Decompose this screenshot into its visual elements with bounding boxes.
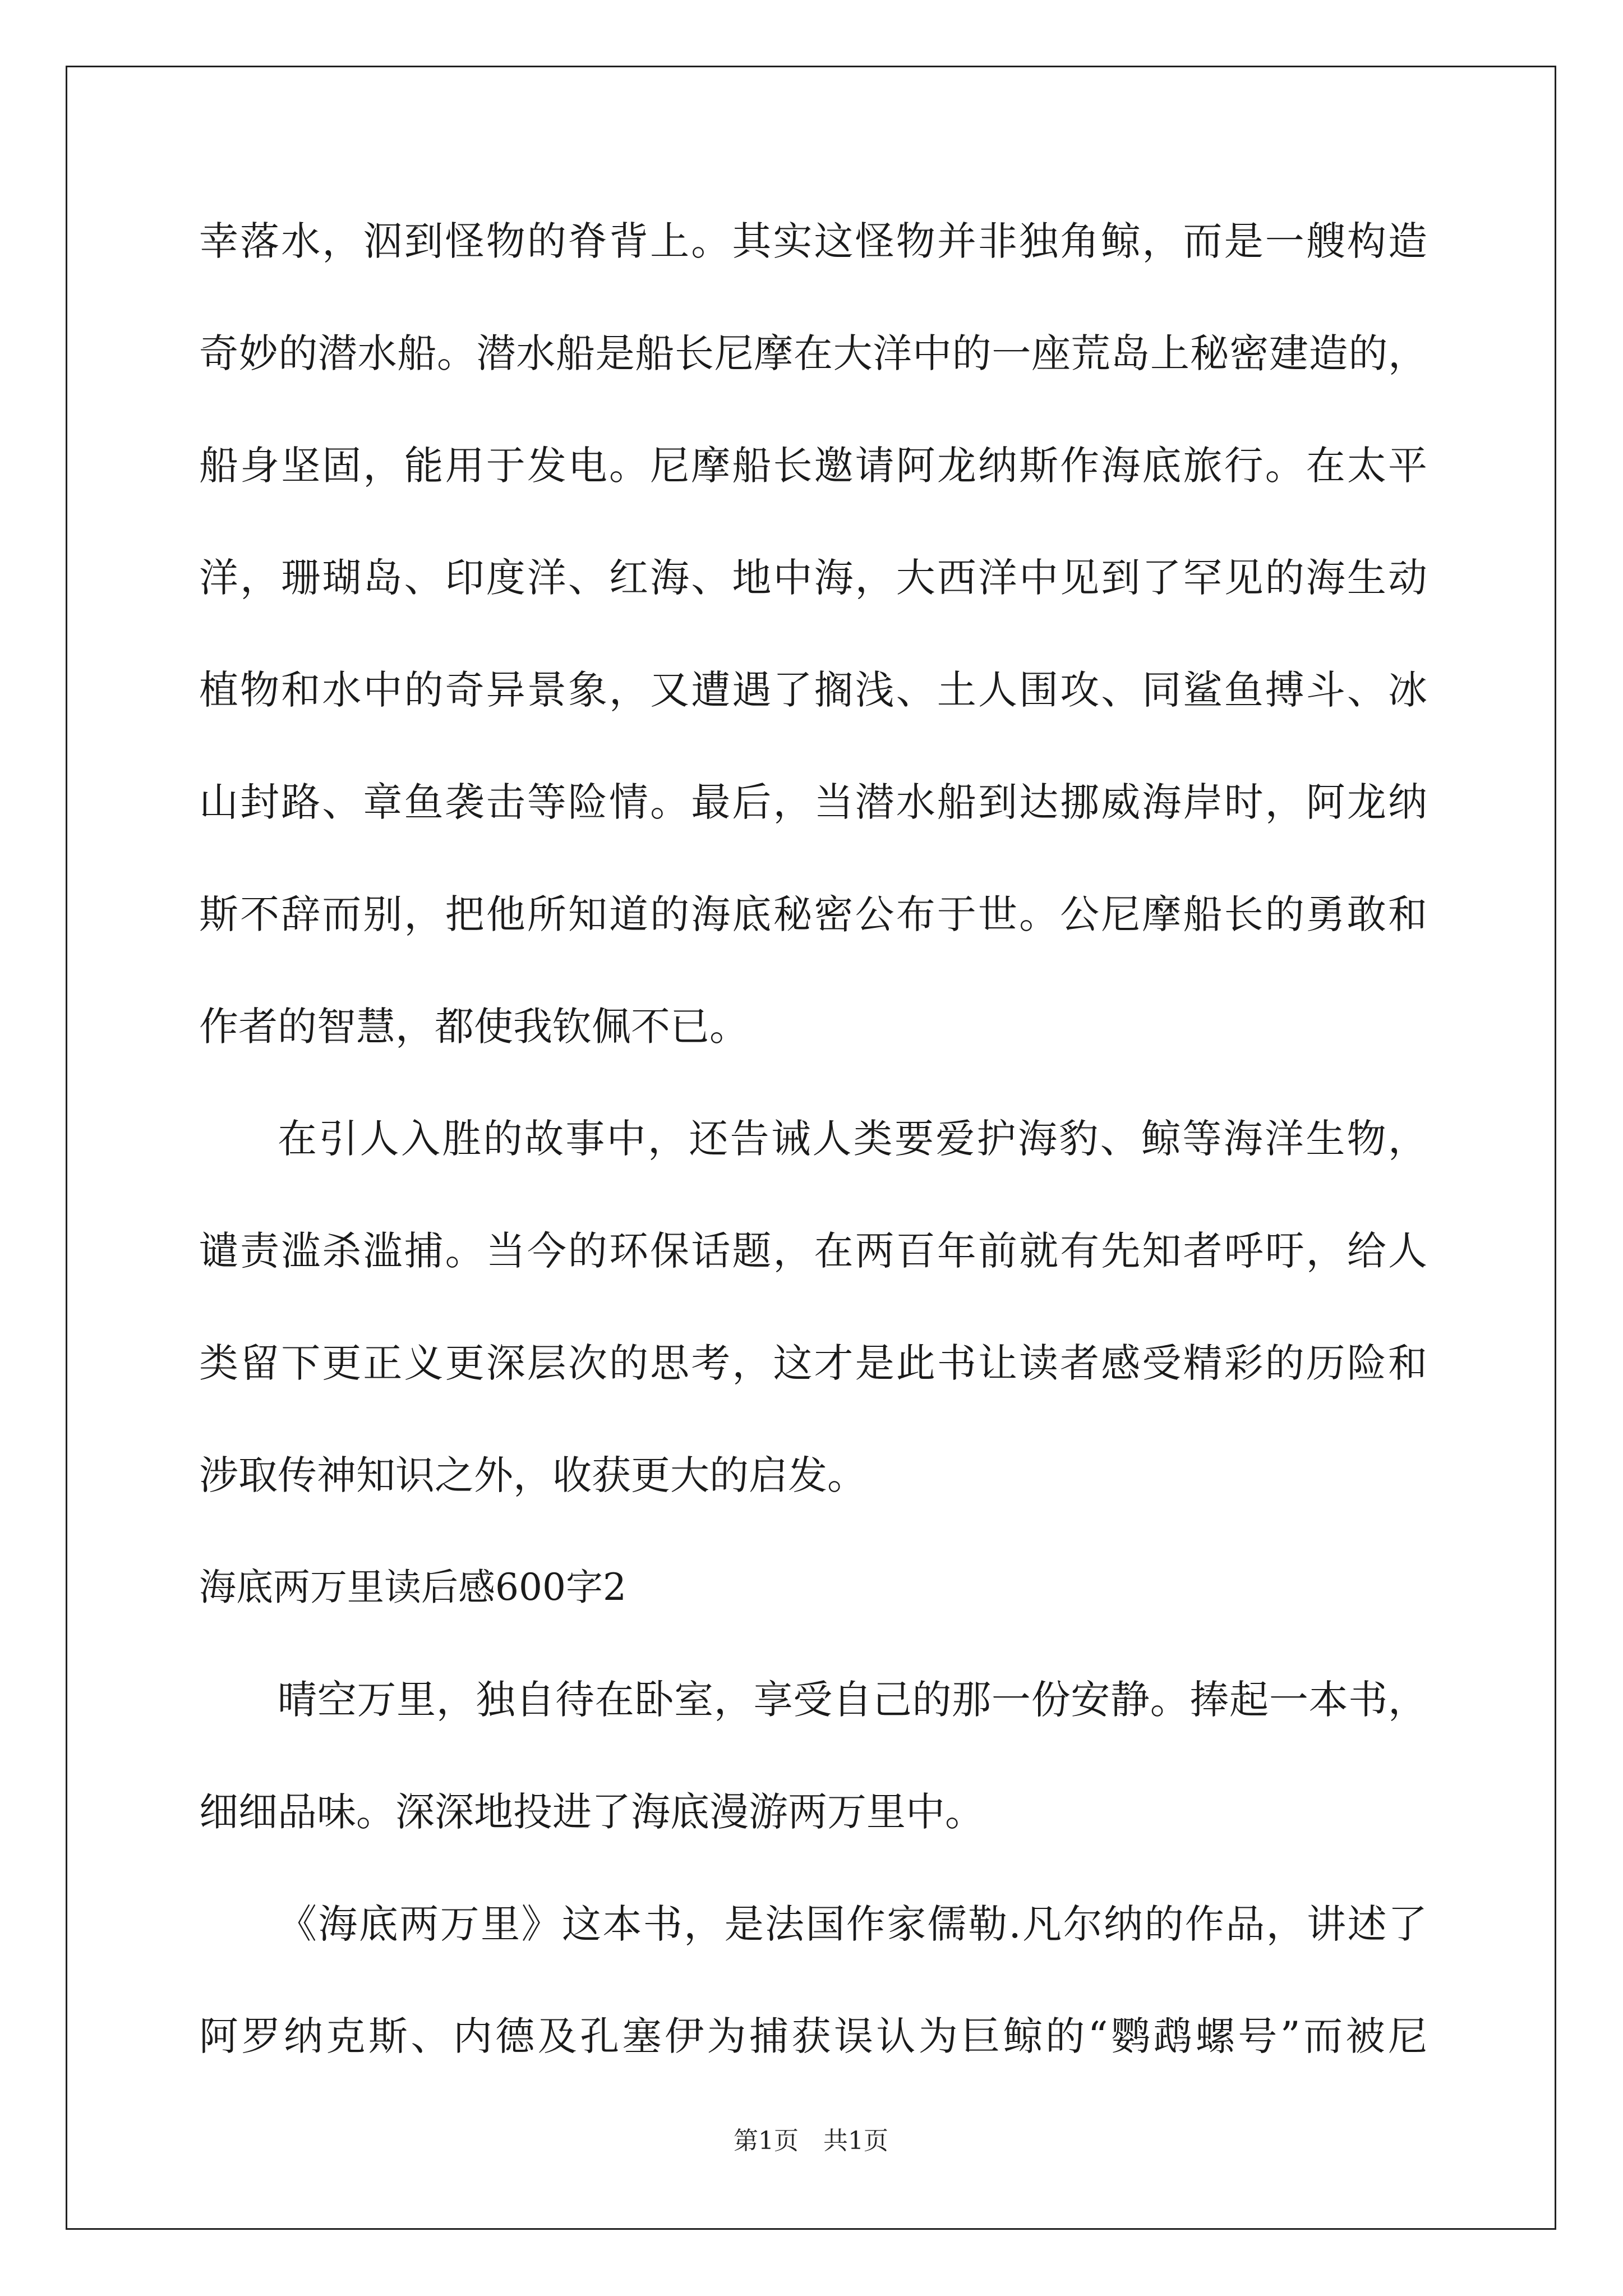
text-line: 山封路、章鱼袭击等险情。最后，当潜水船到达挪威海岸时，阿龙纳 xyxy=(199,779,1427,825)
text-line: 幸落水，泅到怪物的脊背上。其实这怪物并非独角鲸，而是一艘构造 xyxy=(199,218,1427,264)
text-line: 谴责滥杀滥捕。当今的环保话题，在两百年前就有先知者呼吁，给人 xyxy=(199,1228,1427,1274)
text-line: 斯不辞而别，把他所知道的海底秘密公布于世。公尼摩船长的勇敢和 xyxy=(199,891,1427,937)
text-line: 船身坚固，能用于发电。尼摩船长邀请阿龙纳斯作海底旅行。在太平 xyxy=(199,443,1427,489)
text-line: 《海底两万里》这本书，是法国作家儒勒.凡尔纳的作品，讲述了 xyxy=(278,1901,1427,1947)
page-number-footer: 第1页 共1页 xyxy=(734,2127,888,2155)
text-line: 在引人入胜的故事中，还告诫人类要爱护海豹、鲸等海洋生物， xyxy=(278,1116,1427,1162)
text-line: 阿罗纳克斯、内德及孔塞伊为捕获误认为巨鲸的“鹦鹉螺号”而被尼 xyxy=(199,2013,1427,2059)
text-line: 植物和水中的奇异景象，又遭遇了搁浅、土人围攻、同鲨鱼搏斗、冰 xyxy=(199,667,1427,713)
text-line: 涉取传神知识之外，收获更大的启发。 xyxy=(199,1452,866,1498)
text-line: 类留下更正义更深层次的思考，这才是此书让读者感受精彩的历险和 xyxy=(199,1340,1427,1386)
section-heading: 海底两万里读后感600字2 xyxy=(199,1566,626,1609)
document-body xyxy=(199,213,1427,2120)
text-line: 晴空万里，独自待在卧室，享受自己的那一份安静。捧起一本书， xyxy=(278,1677,1427,1723)
text-line: 洋，珊瑚岛、印度洋、红海、地中海，大西洋中见到了罕见的海生动 xyxy=(199,555,1427,601)
text-line: 作者的智慧，都使我钦佩不已。 xyxy=(199,1004,749,1050)
text-line: 细细品味。深深地投进了海底漫游两万里中。 xyxy=(199,1789,984,1835)
text-line: 奇妙的潜水船。潜水船是船长尼摩在大洋中的一座荒岛上秘密建造的， xyxy=(199,330,1427,376)
